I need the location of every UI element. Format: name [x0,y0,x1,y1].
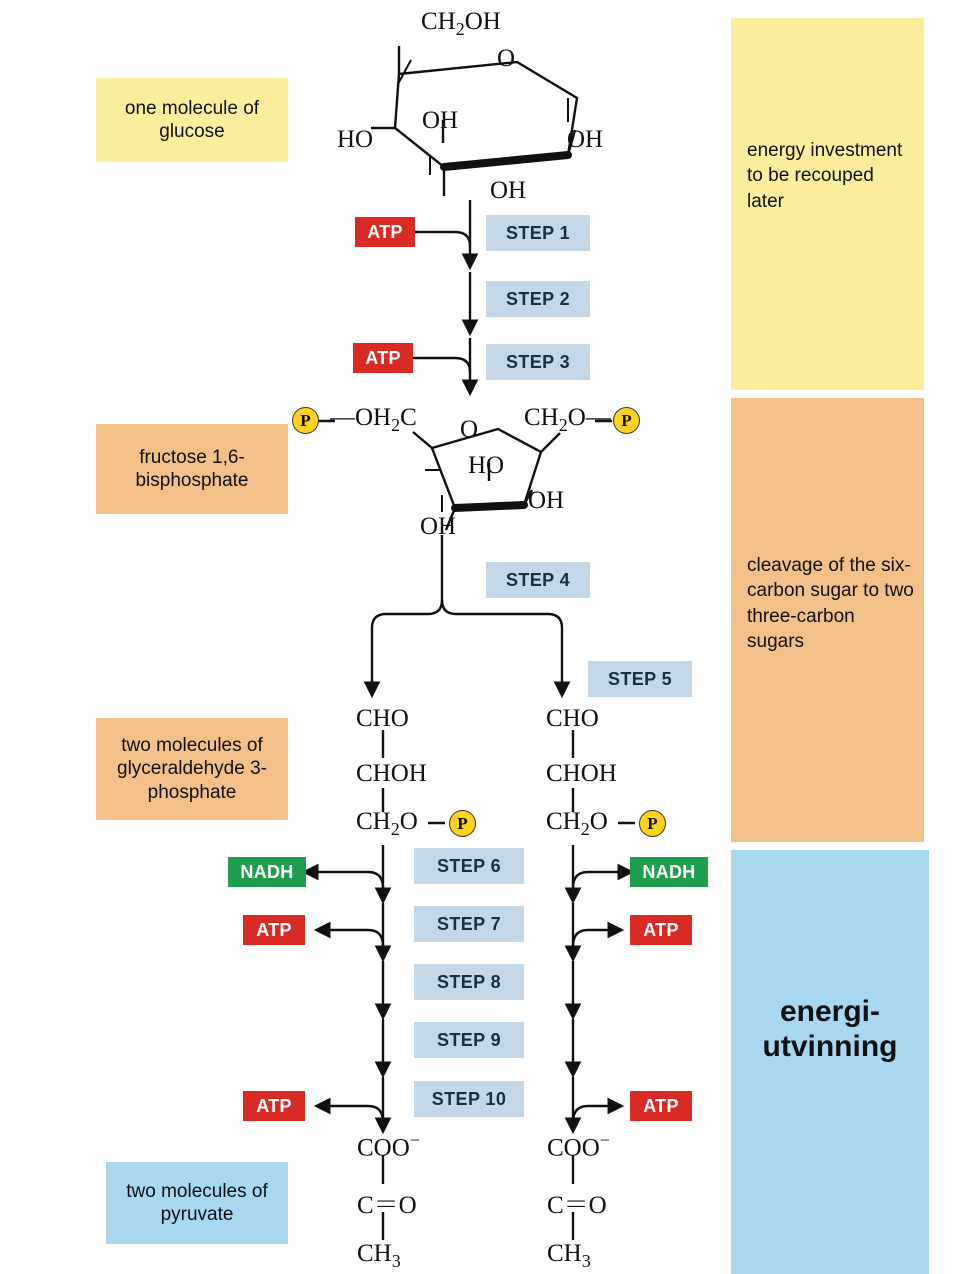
fbp-ho: HO [468,452,505,479]
step-label: STEP 8 [436,971,502,992]
fbp-oh-right: OH [528,487,565,514]
step-label: STEP 9 [436,1029,502,1050]
step-label: STEP 3 [505,351,571,372]
glucose-oh-c2: OH [422,107,459,134]
nadh-tag-right [630,857,708,887]
step-chip-4[interactable] [486,562,590,598]
step-label: STEP 6 [436,855,502,876]
pyruvate-right-coo: COO− [547,1130,610,1162]
nadh-label: NADH [642,861,696,882]
atp-label: ATP [256,919,292,940]
phosphate-icon-left [292,407,319,434]
step-chip-10[interactable] [414,1081,524,1117]
nadh-label: NADH [240,861,294,882]
sidebox-text: energy investment to be recouped later [747,140,903,212]
sidebox-text: cleavage of the six-carbon sugar to two three-carbon sugars [747,555,914,653]
phosphate-icon-g3p-left [449,810,476,837]
pyruvate-right-c-o: C＝O [547,1192,607,1219]
step-label: STEP 4 [505,569,571,590]
glucose-ring-oxygen: O [497,45,516,72]
g3p-left-ch2o: $CH_2O$ [356,808,418,839]
atp-tag-step7-right [630,915,692,945]
atp-label: ATP [643,919,679,940]
g3p-right-ch2o: $CH_2O$ [546,808,608,839]
step-chip-8[interactable] [414,964,524,1000]
glucose-oh-c5: OH [490,177,527,204]
g3p-right-choh: CHOH [546,760,617,787]
atp-tag-step10-right [630,1091,692,1121]
glucose-oh-c4: OH [567,126,604,153]
g3p-left-choh: CHOH [356,760,427,787]
step-label: STEP 1 [505,222,571,243]
atp-tag-step1 [355,217,415,247]
label-text: fructose 1,6-bisphosphate [135,446,249,491]
sidebox-energy-investment [731,18,924,390]
phosphate-label: P [457,813,468,833]
phosphate-icon-right [613,407,640,434]
glucose-ho: HO [337,126,374,153]
atp-label: ATP [256,1095,292,1116]
step-chip-5[interactable] [588,661,692,697]
phosphate-label: P [300,410,311,430]
phosphate-label: P [621,410,632,430]
step-label: STEP 2 [505,288,571,309]
atp-tag-step10-left [243,1091,305,1121]
label-text: one molecule of glucose [124,97,260,142]
atp-tag-step7-left [243,915,305,945]
atp-label: ATP [643,1095,679,1116]
pyruvate-left-c-o: C＝O [357,1192,417,1219]
phosphate-label: P [647,813,658,833]
label-text: two molecules of glyceraldehyde 3-phosphate [117,735,267,803]
sidebox-energy-harvest [731,850,929,1274]
label-two-molecules-pyruvate [106,1162,288,1244]
sidebox-text: energi-utvinning [762,995,898,1063]
fbp-left-chain: $—OH_2C$ [330,404,417,435]
step-chip-3[interactable] [486,344,590,380]
step-label: STEP 7 [436,913,502,934]
label-one-molecule-of-glucose [96,78,288,162]
label-two-molecules-g3p [96,718,288,820]
atp-label: ATP [365,347,401,368]
fbp-ring-oxygen: O [460,416,479,443]
atp-label: ATP [367,221,403,242]
pyruvate-left-coo: COO− [357,1130,420,1162]
step-chip-6[interactable] [414,848,524,884]
step-chip-2[interactable] [486,281,590,317]
sidebox-cleavage [731,398,924,842]
step-chip-7[interactable] [414,906,524,942]
g3p-right-cho: CHO [546,705,599,732]
pyruvate-right-ch3: $CH_3$ [547,1240,591,1271]
label-fructose-bisphosphate [96,424,288,514]
label-text: two molecules of pyruvate [126,1180,268,1225]
step-chip-9[interactable] [414,1022,524,1058]
fbp-right-chain: $CH_2O—$ [524,404,611,435]
nadh-tag-left [228,857,306,887]
pyruvate-left-ch3: $CH_3$ [357,1240,401,1271]
glucose-ch2oh: $CH_2OH$ [421,8,501,39]
step-chip-1[interactable] [486,215,590,251]
g3p-left-cho: CHO [356,705,409,732]
fbp-oh-bottom: OH [420,513,457,540]
step-label: STEP 5 [607,668,673,689]
atp-tag-step3 [353,343,413,373]
phosphate-icon-g3p-right [639,810,666,837]
step-label: STEP 10 [431,1088,507,1109]
